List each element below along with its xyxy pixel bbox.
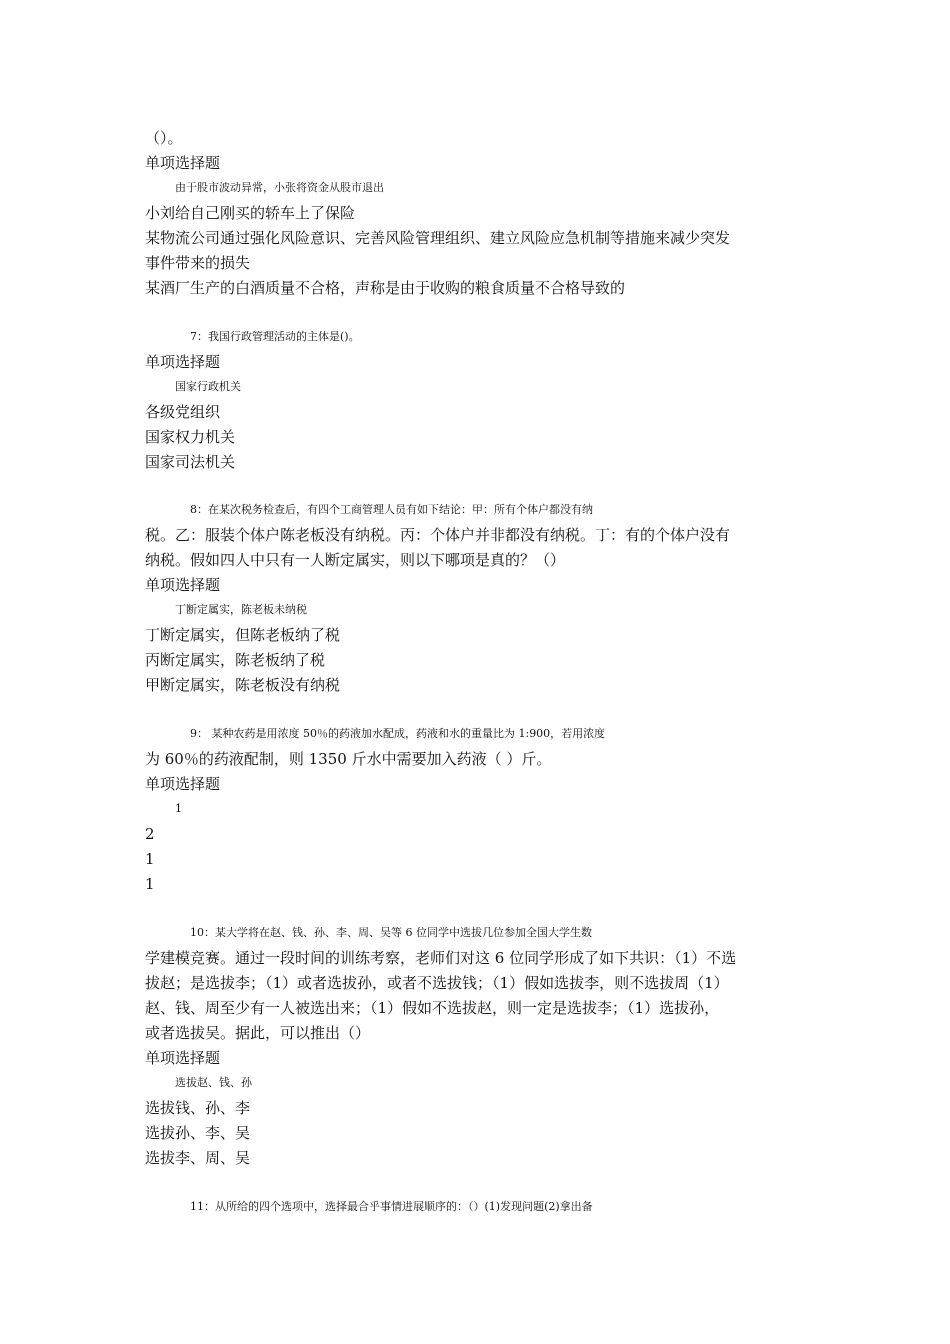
question-type-label: 单项选择题 — [145, 1049, 221, 1067]
question-9-stem: 为 60％的药液配制，则 1350 斤水中需要加入药液（ ）斤。 — [145, 750, 552, 768]
option-a: 选拔赵、钱、孙 — [175, 1076, 252, 1089]
option-a: 国家行政机关 — [175, 380, 241, 393]
option-b: 丁断定属实，但陈老板纳了税 — [145, 626, 341, 644]
option-d: 1 — [145, 875, 155, 893]
question-10-stem: 拔赵；是选拔李；（1）或者选拔孙，或者不选拔钱；（1）假如选拔李，则不选拔周（1） — [145, 974, 729, 992]
option-a: 丁断定属实，陈老板未纳税 — [175, 603, 307, 616]
option-a: 1 — [175, 802, 182, 815]
question-11-stem: 11：从所给的四个选项中，选择最合乎事情进展顺序的：（）(1)发现问题(2)拿出备 — [190, 1200, 593, 1213]
option-a: 由于股市波动异常，小张将资金从股市退出 — [175, 181, 384, 194]
question-10-stem: 赵、钱、周至少有一人被选出来；（1）假如不选拔赵，则一定是选拔李；（1）选拔孙， — [145, 999, 720, 1017]
option-b: 小刘给自己刚买的轿车上了保险 — [145, 204, 356, 222]
question-type-label: 单项选择题 — [145, 154, 221, 172]
option-c: 国家权力机关 — [145, 428, 236, 446]
option-c: 某物流公司通过强化风险意识、完善风险管理组织、建立风险应急机制等措施来减少突发 — [145, 229, 731, 247]
question-type-label: 单项选择题 — [145, 353, 221, 371]
question-8-stem: 纳税。假如四人中只有一人断定属实，则以下哪项是真的？（） — [145, 551, 566, 569]
question-7-stem: 7：我国行政管理活动的主体是()。 — [190, 330, 360, 343]
option-b: 选拔钱、孙、李 — [145, 1099, 251, 1117]
question-type-label: 单项选择题 — [145, 576, 221, 594]
option-c: 选拔孙、李、吴 — [145, 1124, 251, 1142]
option-d: 某酒厂生产的白酒质量不合格，声称是由于收购的粮食质量不合格导致的 — [145, 279, 626, 297]
option-d: 甲断定属实，陈老板没有纳税 — [145, 676, 341, 694]
option-b: 2 — [145, 825, 155, 843]
question-9-stem: 9： 某种农药是用浓度 50％的药液加水配成，药液和水的重量比为 1:900，若用浓度 — [190, 727, 606, 740]
option-b: 各级党组织 — [145, 403, 221, 421]
question-10-stem: 10：某大学将在赵、钱、孙、李、周、吴等 6 位同学中选拔几位参加全国大学生数 — [190, 926, 592, 939]
question-type-label: 单项选择题 — [145, 775, 221, 793]
option-d: 国家司法机关 — [145, 453, 236, 471]
question-tail: （）。 — [145, 129, 183, 147]
question-10-stem: 学建模竞赛。通过一段时间的训练考察，老师们对这 6 位同学形成了如下共识：（1）不选 — [145, 949, 737, 967]
option-c-cont: 事件带来的损失 — [145, 254, 251, 272]
option-c: 丙断定属实，陈老板纳了税 — [145, 651, 326, 669]
question-8-stem: 8：在某次税务检查后，有四个工商管理人员有如下结论：甲：所有个体户都没有纳 — [190, 503, 593, 516]
question-10-stem: 或者选拔吴。据此，可以推出（） — [145, 1024, 371, 1042]
question-8-stem: 税。乙：服装个体户陈老板没有纳税。丙：个体户并非都没有纳税。丁：有的个体户没有 — [145, 526, 731, 544]
option-c: 1 — [145, 850, 155, 868]
option-d: 选拔李、周、吴 — [145, 1149, 251, 1167]
